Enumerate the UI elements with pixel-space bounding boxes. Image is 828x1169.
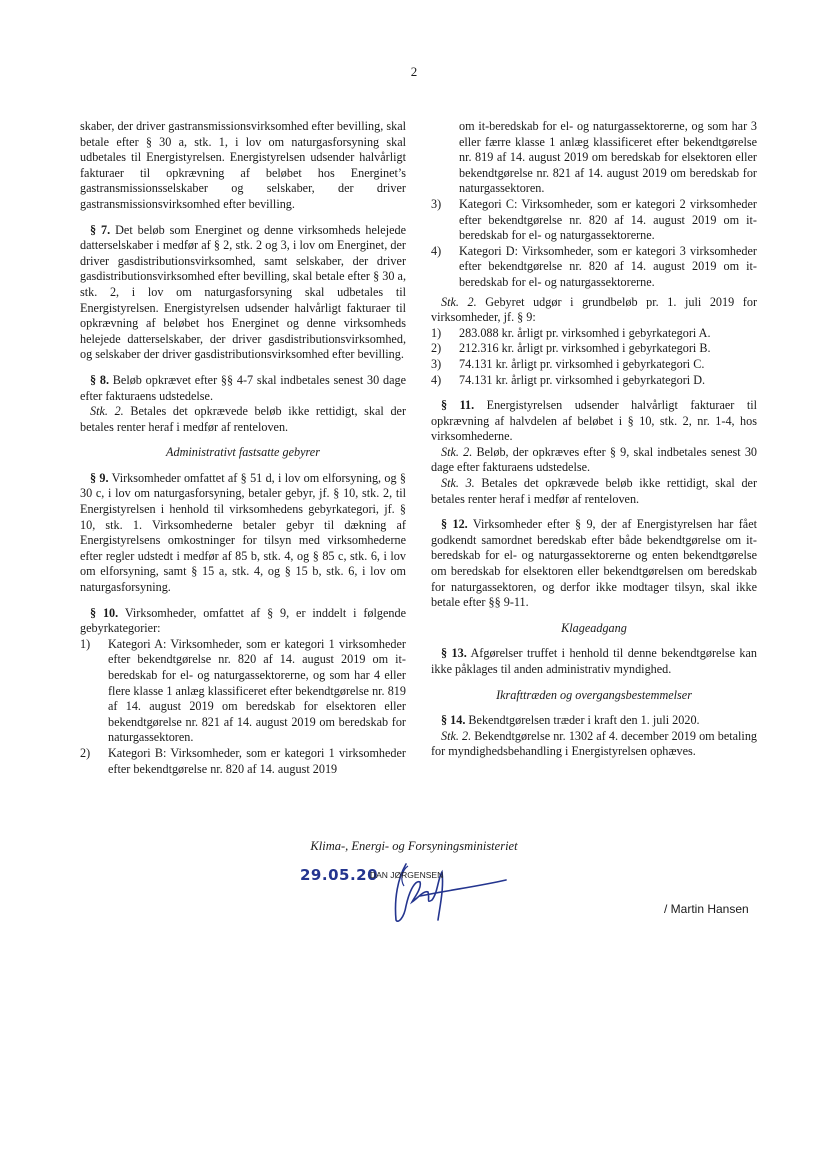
list-text: Kategori C: Virksomheder, som er kategori 2 virksomheder efter bekendtgørelse nr. 820 af 14. august 2019 om it-beredskab for el- og naturgassektorerne. (459, 196, 757, 243)
section-text: Virksomheder, omfattet af § 9, er inddelt i følgende gebyrkategorier: (80, 605, 407, 636)
list-number: 1) (80, 636, 91, 651)
list-item (431, 373, 757, 389)
category-list (80, 637, 406, 777)
stk-label: Stk. 2. (90, 404, 124, 419)
section-number: § 7. (90, 222, 111, 237)
section-text: Det beløb som Energinet og denne virksomheds helejede datterselskaber i medfør af § 2, stk. 2 og 3, i lov om Energinet, der driver gasdistributionsvirksomhed, samt selskaber, der driver gasdistributionsvirksomhed efter bevilling, skal betale efter § 30 a, stk. 2, i lov om naturgasforsyning skal udbetales til Energistyrelsen. Energistyrelsen udsender halvårligt fakturaer til opkrævning af beløbet hos Energinet og denne virksomheds helejede datterselskaber, der driver gasdistributionsvirksomhed, og selskaber der driver gasdistributionsvirksomhed efter bevilling. (80, 222, 406, 362)
section-number: § 11. (441, 398, 475, 413)
stk-text: Betales det opkrævede beløb ikke rettidigt, skal der betales renter heraf i medfør af renteloven. (80, 404, 407, 434)
left-column (80, 119, 406, 781)
signature-block (290, 858, 520, 928)
section-number: § 9. (90, 470, 109, 485)
section-number: § 13. (441, 646, 467, 661)
section-text: Virksomheder efter § 9, der af Energistyrelsen har fået godkendt samordnet beredskab efter både bekendtgørelse om it-beredskab for el- og naturgassektorerne og enten bekendtgørelse om beredskab for elsektoren eller bekendtgørelsen om beredskab for naturgassektoren, og derfor ikke modtager tilsyn, skal ikke betale efter §§ 9-11. (431, 517, 757, 610)
section-7 (80, 223, 406, 363)
section-12 (431, 517, 757, 611)
section-11-stk-2 (431, 445, 757, 476)
stk-label: Stk. 2. (441, 728, 472, 743)
list-item (80, 746, 406, 777)
stk-text: Beløb, der opkræves efter § 9, skal indbetales senest 30 dage efter fakturaens udstedelse. (431, 444, 758, 475)
heading-appeal: Klageadgang (561, 620, 627, 635)
list-number: 2) (80, 745, 91, 760)
paragraph-continuation: skaber, der driver gastransmissionsvirksomhed efter bevilling, skal betale efter § 30 a, stk. 1, i lov om naturgasforsyning skal udbetales til Energistyrelsen. Energistyrelsen udsender halvårligt fakturaer til opkrævning af beløbet hos Energinet’s gastransmissionsselskaber og selskaber, der driver gastransmissionsvirksomhed efter bevilling. (80, 119, 406, 211)
section-text: Virksomheder omfattet af § 51 d, i lov om elforsyning, og § 30 c, i lov om naturgasforsyning, betaler gebyr, jf. § 10, stk. 2, til Energistyrelsen i henhold til virksomhedens gebyrkategori, jf. § 10, stk. 1. Virksomhederne betaler gebyr til dækning af Energistyrelsens omkostninger for tilsyn med virksomhederne efter regler udstedt i medfør af 85 b, stk. 4, og § 85 c, stk. 6, i lov om elforsyning, samt § 15 a, stk. 4, og § 15 b, stk. 6, i lov om naturgasforsyning. (80, 470, 407, 595)
list-number: 3) (431, 356, 442, 371)
section-text: Beløb opkrævet efter §§ 4-7 skal indbetales senest 30 dage efter fakturaens udstedelse. (80, 372, 407, 403)
ministry-name: Klima-, Energi- og Forsyningsministeriet (310, 839, 518, 853)
section-10 (80, 606, 406, 637)
fee-list (431, 326, 757, 388)
section-text: Afgørelser truffet i henhold til denne bekendtgørelse kan ikke påklages til anden administrativ myndighed. (431, 646, 758, 676)
stk-text: Betales det opkrævede beløb ikke rettidigt, skal der betales renter heraf i medfør af renteloven. (431, 476, 758, 506)
section-9 (80, 471, 406, 596)
section-11-stk-3 (431, 476, 757, 507)
heading-administrative-fees: Administrativt fastsatte gebyrer (166, 445, 320, 460)
list-text: 74.131 kr. årligt pr. virksomhed i gebyrkategori C. (459, 356, 705, 371)
section-number: § 8. (90, 372, 110, 387)
list-item (431, 197, 757, 244)
stk-text: Gebyret udgør i grundbeløb pr. 1. juli 2019 for virksomheder, jf. § 9: (431, 294, 758, 325)
section-number: § 14. (441, 713, 466, 728)
list-number: 3) (431, 196, 442, 211)
stk-text: Bekendtgørelse nr. 1302 af 4. december 2019 om betaling for myndighedsbehandling i Energistyrelsen ophæves. (431, 728, 758, 759)
section-14-stk-2 (431, 729, 757, 760)
list-text: 74.131 kr. årligt pr. virksomhed i gebyrkategori D. (459, 372, 706, 387)
list-item (431, 244, 757, 291)
list-item (431, 357, 757, 373)
section-text: Energistyrelsen udsender halvårligt fakturaer til opkrævning af halvdelen af beløbet i § 10, stk. 2, nr. 1-4, hos virksomhederne. (431, 398, 757, 444)
list-item-continuation: om it-beredskab for el- og naturgassektorerne, og som har 3 eller færre klasse 1 anlæg klassificeret efter bekendtgørelse nr. 819 af 14. august 2019 om beredskab for elsektoren eller bekendtgørelse nr. 821 af 14. august 2019 om beredskab for naturgassektoren. (459, 119, 757, 196)
list-text: 212.316 kr. årligt pr. virksomhed i gebyrkategori B. (459, 341, 711, 356)
list-text: Kategori D: Virksomheder, som er kategori 3 virksomheder efter bekendtgørelse nr. 820 af 14. august 2019 om it-beredskab for el- og naturgassektorerne. (459, 243, 757, 289)
list-item (431, 326, 757, 342)
list-number: 4) (431, 372, 442, 387)
list-text: 283.088 kr. årligt pr. virksomhed i gebyrkategori A. (459, 325, 711, 340)
section-8 (80, 373, 406, 404)
handwritten-date: 29.05.20 (300, 866, 379, 884)
section-14 (431, 713, 757, 729)
section-number: § 12. (441, 517, 468, 532)
section-13 (431, 646, 757, 677)
list-number: 2) (431, 341, 442, 356)
category-list-continued (431, 197, 757, 291)
page-number: 2 (410, 64, 418, 79)
section-10-stk-2 (431, 295, 757, 326)
stk-label: Stk. 2. (441, 294, 477, 309)
list-number: 4) (431, 243, 442, 258)
right-column (431, 119, 757, 770)
list-text: Kategori A: Virksomheder, som er kategori 1 virksomheder efter bekendtgørelse nr. 820 af 14. august 2019 om it-beredskab for el- og naturgassektorerne, og som har 4 eller flere klasse 1 anlæg klassificeret efter bekendtgørelse nr. 819 af 14. august 2019 om beredskab for elsektoren eller bekendtgørelse nr. 821 af 14. august 2019 om beredskab for naturgassektoren. (108, 636, 406, 745)
minister-name-stamp: DAN JØRGENSEN (370, 870, 444, 880)
list-text: Kategori B: Virksomheder, som er kategori 1 virksomheder efter bekendtgørelse nr. 820 af 14. august 2019 (108, 745, 406, 776)
list-item (431, 341, 757, 357)
section-text: Bekendtgørelsen træder i kraft den 1. juli 2020. (465, 713, 700, 728)
section-number: § 10. (90, 605, 119, 620)
list-item (80, 637, 406, 746)
section-8-stk-2 (80, 404, 406, 435)
heading-entry-into-force: Ikrafttræden og overgangsbestemmelser (496, 687, 692, 702)
stk-label: Stk. 3. (441, 476, 475, 491)
official-name: / Martin Hansen (664, 902, 749, 916)
stk-label: Stk. 2. (441, 444, 473, 459)
list-number: 1) (431, 325, 442, 340)
section-11 (431, 398, 757, 445)
